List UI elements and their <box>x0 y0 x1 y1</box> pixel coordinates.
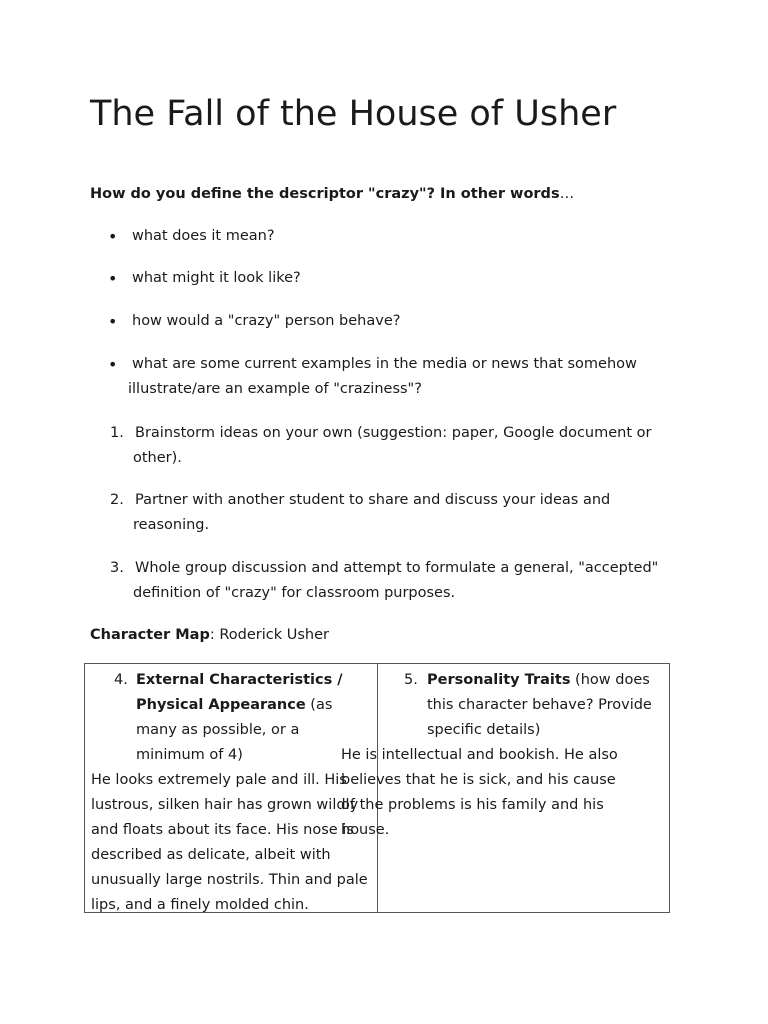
bullet-text: how would a "crazy" person behave? <box>132 313 401 329</box>
answer-line: described as delicate, albeit with <box>91 847 331 863</box>
bullet-item <box>108 309 668 334</box>
heading-line: minimum of 4) <box>136 747 243 763</box>
character-map-label: Character Map <box>90 627 210 643</box>
step-text: Brainstorm ideas on your own (suggestion: paper, Google document or <box>135 425 652 441</box>
character-map-heading <box>90 624 329 646</box>
step-text-continued: other). <box>133 450 182 466</box>
bullet-text: what might it look like? <box>132 270 301 286</box>
step-text-continued: definition of "crazy" for classroom purposes. <box>133 585 456 601</box>
external-characteristics-answer <box>91 768 371 918</box>
answer-line: and floats about its face. His nose is <box>91 822 354 838</box>
document-title: The Fall of the House of Usher <box>90 94 617 134</box>
answer-line: lips, and a finely molded chin. <box>91 897 309 913</box>
heading-line: many as possible, or a <box>136 722 300 738</box>
heading-line: specific details) <box>427 722 541 738</box>
intro-question <box>90 183 574 205</box>
heading-line: External Characteristics / <box>136 672 343 688</box>
heading-line-bold: Personality Traits <box>427 672 571 688</box>
external-characteristics-heading <box>91 668 371 768</box>
bullet-glyph: • <box>108 227 118 246</box>
step-text: Whole group discussion and attempt to formulate a general, "accepted" <box>135 560 659 576</box>
character-map-value: : Roderick Usher <box>209 627 329 643</box>
step-text: Partner with another student to share and discuss your ideas and <box>135 492 611 508</box>
external-characteristics-cell <box>85 664 378 912</box>
bullet-glyph: • <box>108 312 118 331</box>
bullet-item <box>108 266 668 291</box>
step-number: 2. <box>110 492 124 508</box>
bullet-item <box>108 352 668 402</box>
bullet-glyph: • <box>108 269 118 288</box>
answer-line: house. <box>341 822 390 838</box>
cell-number: 4. <box>114 672 128 688</box>
heading-line-rest: (as <box>305 697 333 713</box>
bullet-text: what does it mean? <box>132 228 275 244</box>
bullet-item <box>108 224 668 249</box>
step-number: 1. <box>110 425 124 441</box>
step-text-continued: reasoning. <box>133 517 210 533</box>
intro-question-tail: … <box>559 186 575 202</box>
personality-traits-heading <box>384 668 663 743</box>
answer-line: He looks extremely pale and ill. His <box>91 772 347 788</box>
bullet-glyph: • <box>108 355 118 374</box>
step-item <box>110 488 670 538</box>
step-number: 3. <box>110 560 124 576</box>
personality-traits-cell <box>341 664 669 912</box>
answer-line: unusually large nostrils. Thin and pale <box>91 872 368 888</box>
heading-line-bold: Physical Appearance <box>136 697 306 713</box>
bullet-text-continued: illustrate/are an example of "craziness"? <box>128 381 422 397</box>
bullet-text: what are some current examples in the media or news that somehow <box>132 356 637 372</box>
heading-line-rest: (how does <box>570 672 650 688</box>
answer-line: lustrous, silken hair has grown wildly <box>91 797 359 813</box>
step-item <box>110 556 670 606</box>
answer-line: of the problems is his family and his <box>341 797 604 813</box>
intro-question-bold: How do you define the descriptor "crazy"? In other words <box>90 186 560 202</box>
heading-line: this character behave? Provide <box>427 697 652 713</box>
cell-number: 5. <box>404 672 418 688</box>
personality-traits-answer <box>341 743 663 843</box>
answer-line: believes that he is sick, and his cause <box>341 772 616 788</box>
answer-line: He is intellectual and bookish. He also <box>341 747 618 763</box>
character-map-table <box>84 663 670 913</box>
step-item <box>110 421 670 471</box>
